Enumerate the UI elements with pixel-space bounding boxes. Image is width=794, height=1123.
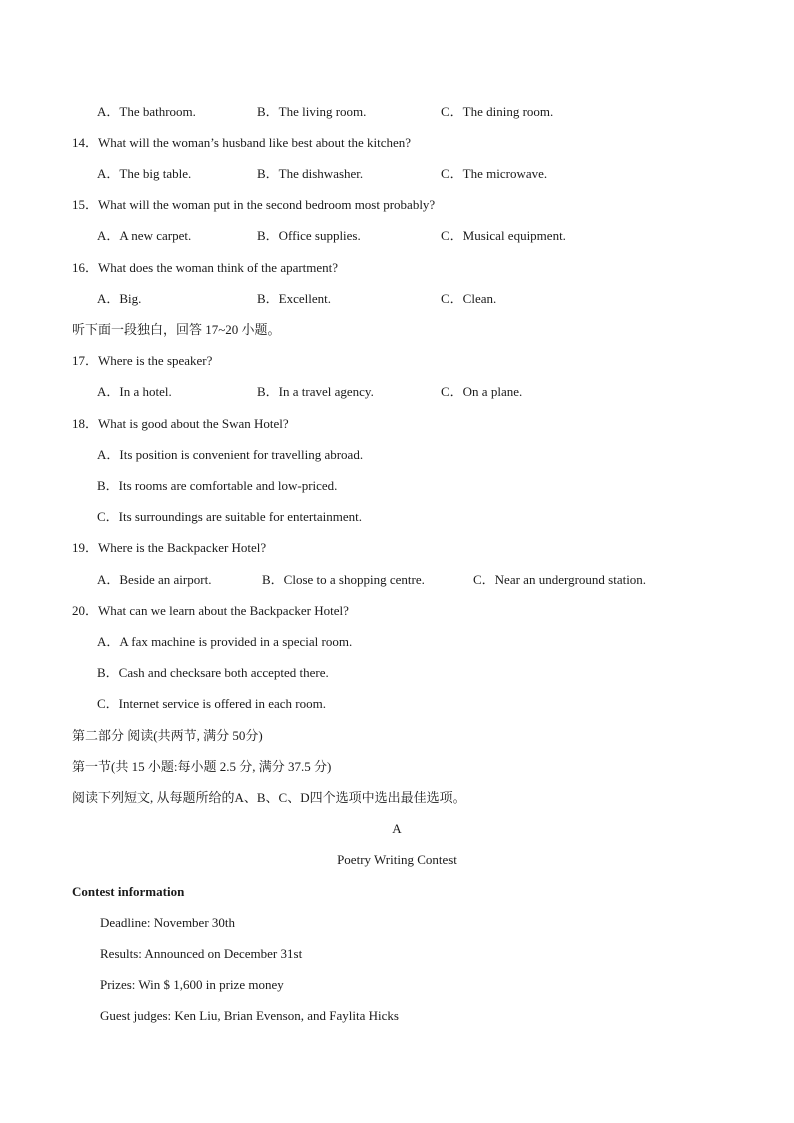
q16-question: 16．What does the woman think of the apartment? [72, 260, 339, 275]
contest-results: Results: Announced on December 31st [100, 946, 303, 961]
section1-title: 第一节(共 15 小题:每小题 2.5 分, 满分 37.5 分) [72, 759, 332, 774]
q14-option-b: B．The dishwasher. [257, 166, 364, 181]
q19-option-b: B．Close to a shopping centre. [262, 572, 425, 587]
q13-option-c: C．The dining room. [441, 104, 554, 119]
q20-question: 20．What can we learn about the Backpacker Hotel? [72, 603, 349, 618]
q17-option-c: C．On a plane. [441, 384, 523, 399]
q14-question: 14．What will the woman’s husband like best about the kitchen? [72, 135, 412, 150]
passage-title: Poetry Writing Contest [337, 852, 457, 867]
part2-title: 第二部分 阅读(共两节, 满分 50分) [72, 728, 263, 743]
q20-option-c: C．Internet service is offered in each room. [97, 696, 326, 711]
q15-question: 15．What will the woman put in the second bedroom most probably? [72, 197, 436, 212]
q14-option-a: A．The big table. [97, 166, 192, 181]
q20-option-a: A．A fax machine is provided in a special room. [97, 634, 353, 649]
q16-option-b: B．Excellent. [257, 291, 332, 306]
q16-option-c: C．Clean. [441, 291, 497, 306]
q17-question: 17．Where is the speaker? [72, 353, 213, 368]
contest-deadline: Deadline: November 30th [100, 915, 236, 930]
reading-instruction: 阅读下列短文, 从每题所给的A、B、C、D四个选项中选出最佳选项。 [72, 790, 466, 805]
passage-letter: A [392, 821, 402, 836]
contest-judges: Guest judges: Ken Liu, Brian Evenson, and Faylita Hicks [100, 1008, 399, 1023]
contest-prizes: Prizes: Win $ 1,600 in prize money [100, 977, 284, 992]
q18-option-c: C．Its surroundings are suitable for entertainment. [97, 509, 362, 524]
q15-option-a: A．A new carpet. [97, 228, 192, 243]
q17-option-a: A．In a hotel. [97, 384, 172, 399]
q13-option-a: A．The bathroom. [97, 104, 196, 119]
monologue-instruction: 听下面一段独白，回答 17~20 小题。 [72, 322, 281, 337]
q17-option-b: B．In a travel agency. [257, 384, 374, 399]
contest-info-heading: Contest information [72, 884, 185, 899]
q18-option-b: B．Its rooms are comfortable and low-priced. [97, 478, 338, 493]
q16-option-a: A．Big. [97, 291, 142, 306]
q20-option-b: B．Cash and checksare both accepted there. [97, 665, 329, 680]
q19-option-a: A．Beside an airport. [97, 572, 212, 587]
q15-option-c: C．Musical equipment. [441, 228, 566, 243]
q15-option-b: B．Office supplies. [257, 228, 361, 243]
q13-option-b: B．The living room. [257, 104, 367, 119]
q19-question: 19．Where is the Backpacker Hotel? [72, 540, 267, 555]
q14-option-c: C．The microwave. [441, 166, 548, 181]
q19-option-c: C．Near an underground station. [473, 572, 647, 587]
q18-question: 18．What is good about the Swan Hotel? [72, 416, 289, 431]
q18-option-a: A．Its position is convenient for travelling abroad. [97, 447, 364, 462]
